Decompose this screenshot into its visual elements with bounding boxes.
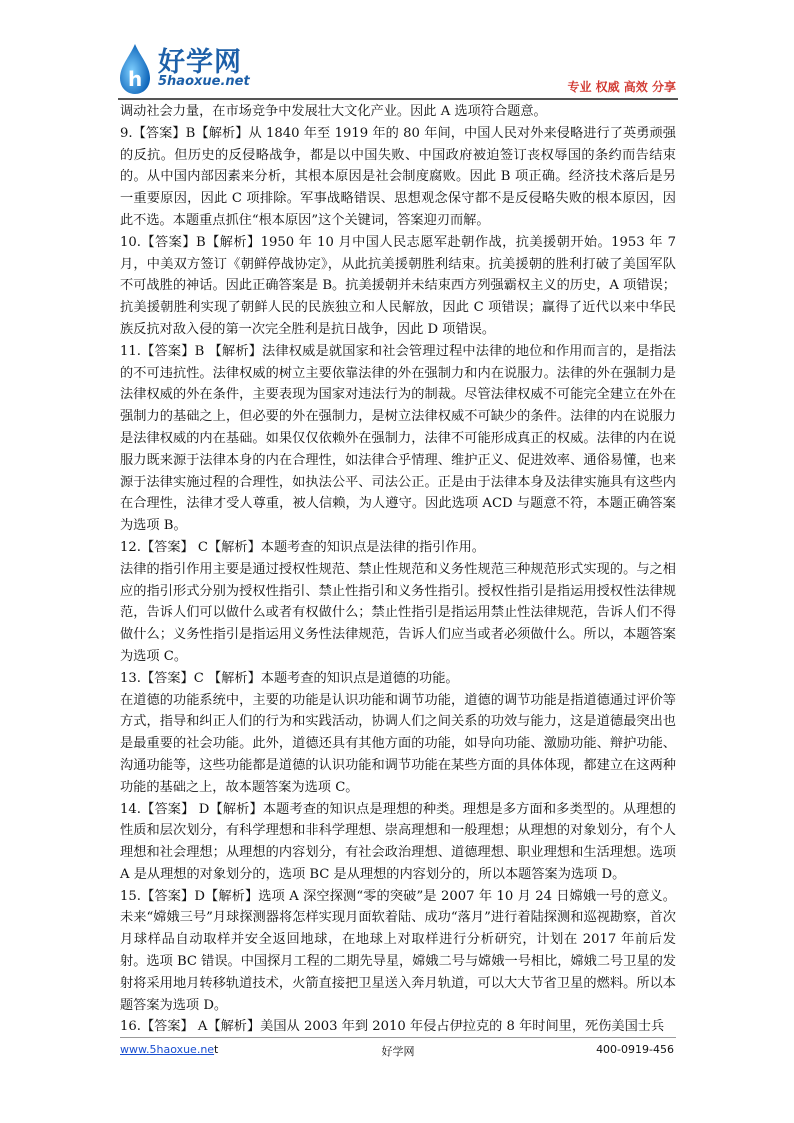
answer-12-body: 法律的指引作用主要是通过授权性规范、禁止性规范和义务性规范三种规范形式实现的。与之相应的指引形式分别为授权性指引、禁止性指引和义务性指引。授权性指引是指运用授权性法律规范，告诉人们可以做什么或者有权做什么；禁止性指引是指运用禁止性法律规范，告诉人们不得做什么；义务性指引是指运用义务性法律规范，告诉人们应当或者必须做什么。所以，本题答案为选项 C。	[120, 561, 676, 664]
logo-subtitle: 5haoxue.net	[158, 74, 250, 89]
footer-divider	[120, 1037, 676, 1038]
answer-10: 10.【答案】B【解析】1950 年 10 月中国人民志愿军赴朝作战，抗美援朝开始。1953 年 7 月，中美双方签订《朝鲜停战协定》，从此抗美援朝胜利结束。抗美援朝的胜利打破了美国军队不可战胜的神话。因此正确答案是 B。抗美援朝并未结束西方列强霸权主义的历史，A 项错误；抗美援朝胜利实现了朝鲜人民的民族独立和人民解放，因此 C 项错误；赢得了近代以来中华民族反抗对敌入侵的第一次完全胜利是抗日战争，因此 D 项错误。	[120, 234, 676, 337]
logo-title: 好学网	[158, 47, 242, 78]
answer-14: 14.【答案】 D【解析】本题考查的知识点是理想的种类。理想是多方面和多类型的。从理想的性质和层次划分，有科学理想和非科学理想、崇高理想和一般理想；从理想的对象划分，有个人理想和社会理想；从理想的内容划分，有社会政治理想、道德理想、职业理想和生活理想。选项 A 是从理想的对象划分的，选项 BC 是从理想的内容划分的，所以本题答案为选项 D。	[120, 801, 676, 882]
footer-phone: 400-0919-456	[596, 1043, 674, 1056]
answer-explanations	[120, 101, 676, 1038]
paragraph-continuation: 调动社会力量，在市场竞争中发展壮大文化产业。因此 A 选项符合题意。	[120, 104, 547, 119]
header-slogan: 专业 权威 高效 分享	[567, 80, 676, 94]
answer-13-heading: 13.【答案】C 【解析】本题考查的知识点是道德的功能。	[120, 670, 459, 686]
logo-drop-icon	[118, 42, 152, 96]
page-header	[118, 40, 678, 102]
answer-15: 15.【答案】D【解析】选项 A 深空探测“零的突破”是 2007 年 10 月 24 日嫦娥一号的意义。未来“嫦娥三号”月球探测器将怎样实现月面软着陆、成功“落月”进行着陆探测和巡视勘察，首次月球样品自动取样并安全返回地球，在地球上对取样进行分析研究，计划在 2017 年前后发射。选项 BC 错误。中国探月工程的二期先导星，嫦娥二号与嫦娥一号相比，嫦娥二号卫星的发射将采用地月转移轨道技术，火箭直接把卫星送入奔月轨道，可以大大节省卫星的燃料。所以本题答案为选项 D。	[120, 888, 676, 1013]
footer-site-name: 好学网	[381, 1045, 415, 1058]
footer-website-link[interactable]: www.5haoxue.ne	[120, 1043, 215, 1056]
answer-13-body: 在道德的功能系统中，主要的功能是认识功能和调节功能，道德的调节功能是指道德通过评价等方式，指导和纠正人们的行为和实践活动，协调人们之间关系的功效与能力，这是道德最突出也是最重要的社会功能。此外，道德还具有其他方面的功能，如导向功能、激励功能、辩护功能、沟通功能等，这些功能都是道德的认识功能和调节功能在某些方面的具体体现，都建立在这两种功能的基础之上，故本题答案为选项 C。	[120, 692, 676, 795]
answer-12-heading: 12.【答案】 C【解析】本题考查的知识点是法律的指引作用。	[120, 539, 485, 555]
answer-9: 9.【答案】B【解析】从 1840 年至 1919 年的 80 年间，中国人民对外来侵略进行了英勇顽强的反抗。但历史的反侵略战争，都是以中国失败、中国政府被迫签订丧权辱国的条约而告结束的。从中国内部因素来分析，其根本原因是社会制度腐败。因此 B 项正确。经济技术落后是另一重要原因，因此 C 项排除。军事战略错误、思想观念保守都不是反侵略失败的根本原因，因此不选。本题重点抓住“根本原因”这个关键词，答案迎刃而解。	[120, 125, 676, 228]
header-divider	[118, 98, 678, 100]
answer-11: 11.【答案】B 【解析】法律权威是就国家和社会管理过程中法律的地位和作用而言的，是指法的不可违抗性。法律权威的树立主要依靠法律的外在强制力和内在说服力。法律的外在强制力是法律权威的外在条件，主要表现为国家对违法行为的制裁。尽管法律权威不可能完全建立在外在强制力的基础之上，但必要的外在强制力，是树立法律权威不可缺少的条件。法律的内在说服力是法律权威的内在基础。如果仅仅依赖外在强制力，法律不可能形成真正的权威。法律的内在说服力既来源于法律本身的内在合理性，如法律合乎情理、维护正义、促进效率、通俗易懂，也来源于法律实施过程的合理性，如执法公平、司法公正。正是由于法律本身及法律实施具有这些内在合理性，法律才受人尊重，被人信赖，为人遵守。因此选项 ACD 与题意不符，本题正确答案为选项 B。	[120, 343, 676, 534]
footer-link-tail: t	[214, 1043, 219, 1056]
answer-16: 16.【答案】 A【解析】美国从 2003 年到 2010 年侵占伊拉克的 8 年时间里，死伤美国士兵	[120, 1019, 665, 1035]
page-footer	[120, 1043, 676, 1063]
svg-text:h: h	[128, 67, 143, 91]
